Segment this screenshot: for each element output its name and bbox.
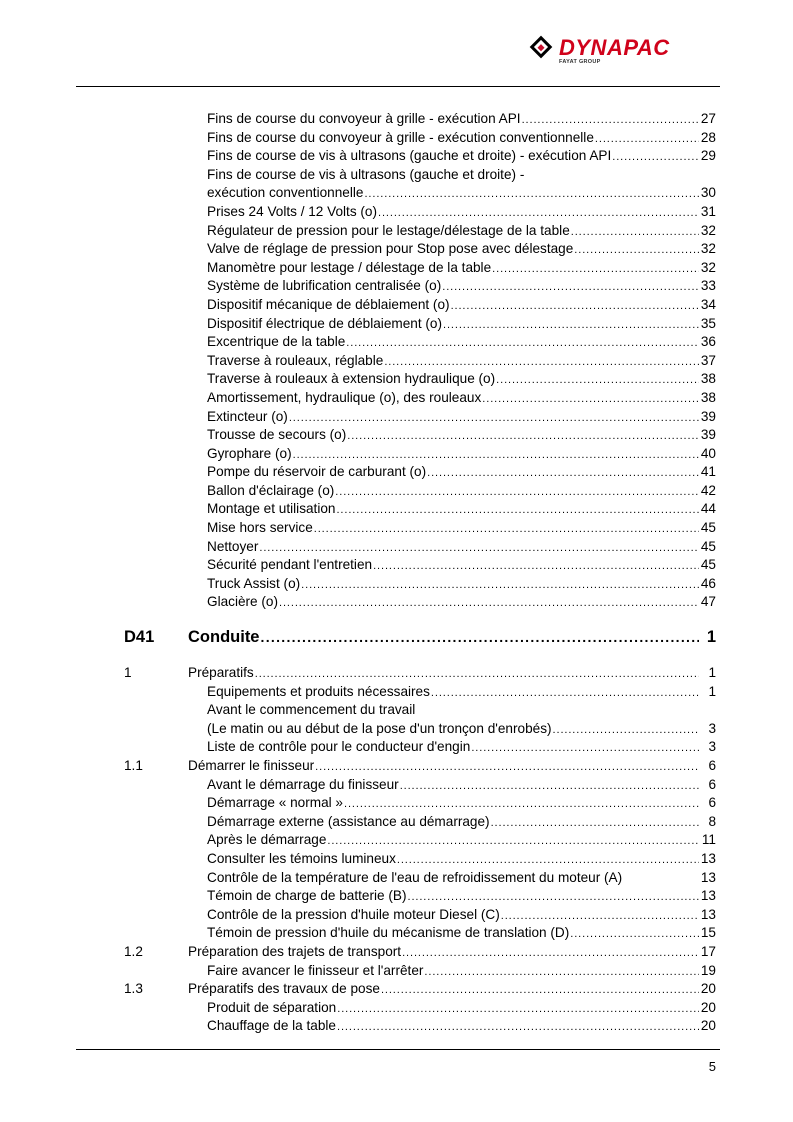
toc-leader-dots	[344, 794, 699, 814]
toc-title: Préparatifs des travaux de pose	[188, 981, 380, 997]
toc-leader-dots	[301, 575, 699, 595]
toc-leader-dots	[522, 110, 699, 130]
toc-entry	[0, 664, 793, 683]
toc-page-number: 40	[700, 445, 716, 461]
toc-link[interactable]	[188, 664, 716, 684]
toc-leader-dots	[482, 389, 699, 409]
toc-page-number: 27	[700, 111, 716, 126]
toc-link[interactable]	[188, 757, 716, 777]
toc-link[interactable]	[207, 203, 716, 223]
toc-number: 1	[124, 665, 132, 681]
toc-link[interactable]	[207, 999, 716, 1019]
toc-leader-dots	[443, 315, 699, 335]
toc-leader-dots	[381, 980, 699, 1000]
toc-number: 1.1	[124, 758, 143, 773]
toc-leader-dots	[492, 259, 699, 279]
page-number: 5	[708, 1059, 716, 1074]
toc-leader-dots	[574, 240, 699, 260]
toc-title: Glacière (o)	[207, 594, 279, 610]
toc-link[interactable]	[207, 500, 716, 520]
toc-link[interactable]	[207, 575, 716, 595]
toc-entry	[0, 296, 793, 315]
toc-page-number: 15	[700, 925, 716, 941]
toc-link[interactable]	[207, 556, 716, 576]
toc-link[interactable]	[207, 129, 716, 149]
toc-leader-dots	[259, 538, 699, 558]
toc-leader-dots	[501, 906, 699, 926]
toc-page-number: 46	[700, 575, 716, 591]
toc-page-number: 30	[700, 185, 716, 201]
toc-page-number: 3	[708, 720, 716, 736]
toc-entry	[0, 738, 793, 757]
toc-page-number: 17	[700, 943, 716, 959]
toc-chapter	[0, 624, 793, 650]
toc-number: 1.2	[124, 943, 143, 959]
toc-page-number: 1	[708, 683, 716, 699]
toc-entry	[0, 352, 793, 371]
toc-page-number: 36	[700, 334, 716, 350]
toc-entry	[0, 962, 793, 981]
toc-leader-dots	[400, 776, 699, 796]
toc-title: Conduite	[188, 628, 260, 647]
toc-entry	[0, 999, 793, 1018]
toc-entry	[0, 683, 793, 702]
toc-title: Gyrophare (o)	[207, 445, 292, 461]
toc-title: Ballon d'éclairage (o)	[207, 482, 335, 498]
toc-title: Montage et utilisation	[207, 501, 336, 517]
toc-title: Amortissement, hydraulique (o), des rouleaux	[207, 389, 482, 405]
toc-entry	[0, 222, 793, 241]
toc-title: Produit de séparation	[207, 999, 337, 1015]
toc-leader-dots	[595, 129, 699, 149]
toc-page-number: 29	[700, 148, 716, 164]
toc-entry	[0, 333, 793, 352]
toc-link[interactable]	[207, 869, 716, 888]
toc-entry	[0, 850, 793, 869]
toc-page-number: 13	[700, 906, 716, 922]
toc-title: Faire avancer le finisseur et l'arrêter	[207, 962, 424, 978]
toc-entry	[0, 259, 793, 278]
toc-leader-dots	[612, 147, 699, 167]
toc-leader-dots	[571, 222, 699, 242]
toc-leader-dots	[335, 482, 699, 502]
toc-title: Fins de course de vis à ultrasons (gauche et droite) - exécution API	[207, 148, 612, 164]
toc-link[interactable]	[207, 906, 716, 926]
dynapac-diamond-icon	[530, 36, 553, 59]
toc-title: Traverse à rouleaux à extension hydraulique (o)	[207, 371, 496, 387]
toc-link[interactable]	[207, 924, 716, 944]
toc-title: Traverse à rouleaux, réglable	[207, 352, 384, 368]
toc-leader-dots	[553, 720, 699, 740]
toc-title: Démarrage externe (assistance au démarrage)	[207, 813, 490, 829]
toc-title: Mise hors service	[207, 520, 313, 536]
toc-entry	[0, 426, 793, 445]
toc-leader-dots	[402, 943, 699, 963]
toc-page-number: 38	[700, 389, 716, 405]
toc-title: Fins de course du convoyeur à grille - exécution API	[207, 111, 521, 126]
toc-entry	[0, 757, 793, 776]
toc-entry	[0, 482, 793, 501]
toc-page-number: 44	[700, 501, 716, 517]
toc-entry	[0, 277, 793, 296]
toc-page-number: 41	[700, 464, 716, 480]
toc-entry	[0, 701, 793, 720]
toc-page-number: 42	[700, 482, 716, 498]
toc-leader-dots	[337, 999, 699, 1019]
toc-link[interactable]	[207, 315, 716, 335]
toc-leader-dots	[293, 445, 699, 465]
toc-title: Fins de course du convoyeur à grille - exécution conventionnelle	[207, 129, 594, 145]
toc-link[interactable]	[207, 445, 716, 465]
toc-page-number: 32	[700, 259, 716, 275]
toc-entry	[0, 794, 793, 813]
toc-title: Sécurité pendant l'entretien	[207, 557, 373, 573]
toc-entry	[0, 147, 793, 166]
toc-entry	[0, 575, 793, 594]
toc-link[interactable]	[207, 831, 716, 851]
toc-link[interactable]	[207, 538, 716, 558]
toc-leader-dots	[471, 738, 699, 758]
toc-title: Extincteur (o)	[207, 408, 288, 424]
toc-title: Régulateur de pression pour le lestage/délestage de la table	[207, 222, 570, 238]
brand-name: DYNAPAC	[559, 35, 670, 60]
toc-link[interactable]	[207, 389, 716, 409]
toc-entry	[0, 389, 793, 408]
toc-number: 1.3	[124, 981, 143, 997]
toc-title: Liste de contrôle pour le conducteur d'engin	[207, 739, 471, 755]
toc-entry	[0, 720, 793, 739]
toc-leader-dots	[496, 370, 699, 390]
toc-link[interactable]	[207, 683, 716, 703]
toc-title: Dispositif mécanique de déblaiement (o)	[207, 296, 450, 312]
toc-leader-dots	[451, 296, 699, 316]
toc-title: Consulter les témoins lumineux	[207, 850, 396, 866]
toc-page-number: 20	[700, 981, 716, 997]
toc-page-number: 13	[700, 869, 716, 885]
toc-title: Manomètre pour lestage / délestage de la table	[207, 259, 492, 275]
toc-title: Pompe du réservoir de carburant (o)	[207, 464, 427, 480]
toc-leader-dots	[327, 831, 699, 851]
toc-leader-dots	[289, 408, 699, 428]
toc-entry	[0, 445, 793, 464]
toc-leader-dots	[427, 463, 699, 483]
toc-leader-dots	[337, 1017, 699, 1037]
toc-entry	[0, 943, 793, 962]
toc-leader-dots	[346, 333, 699, 353]
toc-entry	[0, 556, 793, 575]
toc-leader-dots	[336, 500, 699, 520]
toc-title: Chauffage de la table	[207, 1018, 336, 1034]
toc-entry	[0, 519, 793, 538]
toc-leader-dots	[424, 962, 699, 982]
toc-leader-dots	[384, 352, 699, 372]
toc-page-number: 31	[700, 203, 716, 219]
toc-title: exécution conventionnelle	[207, 185, 364, 201]
toc-entry	[0, 370, 793, 389]
toc-leader-dots	[261, 624, 700, 650]
toc-entry	[0, 203, 793, 222]
toc-number: D41	[124, 628, 155, 647]
toc-link[interactable]	[207, 519, 716, 539]
toc-title: Contrôle de la température de l'eau de refroidissement du moteur (A)	[207, 869, 623, 885]
toc-link[interactable]	[207, 240, 716, 260]
toc-link[interactable]	[207, 408, 716, 428]
toc-link[interactable]	[207, 701, 716, 720]
toc-entry	[0, 887, 793, 906]
toc-entry	[0, 166, 793, 185]
toc-leader-dots	[491, 813, 699, 833]
toc-title: Equipements et produits nécessaires	[207, 683, 430, 699]
toc-link[interactable]	[207, 738, 716, 758]
toc-title: Prises 24 Volts / 12 Volts (o)	[207, 203, 378, 219]
toc-page-number: 35	[700, 315, 716, 331]
toc-link[interactable]	[207, 776, 716, 796]
toc-link[interactable]	[188, 980, 716, 1000]
toc-page-number: 39	[700, 427, 716, 443]
toc-entry	[0, 110, 793, 129]
toc-title: Préparatifs	[188, 665, 254, 681]
toc-title: Démarrer le finisseur	[188, 758, 315, 773]
toc-link[interactable]	[207, 720, 716, 740]
toc-page-number: 33	[700, 278, 716, 294]
toc-title: Système de lubrification centralisée (o)	[207, 278, 442, 294]
toc-title: Nettoyer	[207, 538, 259, 554]
toc-page-number: 8	[708, 813, 716, 829]
toc-entry	[0, 500, 793, 519]
toc-entry	[0, 869, 793, 888]
toc-leader-dots	[407, 887, 699, 907]
toc-leader-dots	[431, 683, 699, 703]
toc-link[interactable]	[188, 943, 716, 963]
toc-page-number: 32	[700, 241, 716, 257]
toc-link[interactable]	[207, 1017, 716, 1037]
toc-leader-dots	[373, 556, 699, 576]
toc-page-number: 19	[700, 962, 716, 978]
toc-entry	[0, 980, 793, 999]
toc-link[interactable]	[207, 259, 716, 279]
toc-title: Témoin de pression d'huile du mécanisme de translation (D)	[207, 925, 570, 941]
table-of-contents	[0, 110, 793, 1036]
toc-link[interactable]	[207, 850, 716, 870]
toc-page-number: 45	[700, 538, 716, 554]
toc-page-number: 13	[700, 888, 716, 904]
toc-link[interactable]	[207, 222, 716, 242]
toc-link[interactable]	[207, 184, 716, 204]
toc-page-number: 34	[700, 296, 716, 312]
toc-link[interactable]	[188, 624, 716, 650]
toc-entry	[0, 906, 793, 925]
toc-entry	[0, 315, 793, 334]
toc-page-number: 20	[700, 999, 716, 1015]
toc-link[interactable]	[207, 147, 716, 167]
toc-entry	[0, 184, 793, 203]
toc-link[interactable]	[207, 482, 716, 502]
toc-leader-dots	[397, 850, 699, 870]
toc-entry	[0, 593, 793, 612]
toc-entry	[0, 538, 793, 557]
toc-page-number: 1	[708, 665, 716, 681]
toc-title: (Le matin ou au début de la pose d'un tronçon d'enrobés)	[207, 720, 552, 736]
toc-page-number: 39	[700, 408, 716, 424]
toc-page-number: 32	[700, 222, 716, 238]
toc-link[interactable]	[207, 333, 716, 353]
toc-title: Excentrique de la table	[207, 334, 346, 350]
toc-link[interactable]	[207, 166, 716, 185]
toc-page-number: 6	[708, 795, 716, 811]
toc-link[interactable]	[207, 593, 716, 613]
toc-title: Après le démarrage	[207, 832, 327, 848]
toc-title: Trousse de secours (o)	[207, 427, 347, 443]
toc-leader-dots	[570, 924, 699, 944]
toc-title: Fins de course de vis à ultrasons (gauche et droite) -	[207, 166, 525, 182]
toc-leader-dots	[314, 519, 699, 539]
toc-page-number: 6	[708, 776, 716, 792]
toc-title: Contrôle de la pression d'huile moteur Diesel (C)	[207, 906, 500, 922]
toc-link[interactable]	[207, 794, 716, 814]
brand-subtitle: FAYAT GROUP	[559, 59, 601, 65]
toc-page-number: 45	[700, 520, 716, 536]
toc-link[interactable]	[207, 296, 716, 316]
toc-leader-dots	[279, 593, 699, 613]
toc-page-number: 20	[700, 1018, 716, 1034]
toc-entry	[0, 813, 793, 832]
toc-entry	[0, 776, 793, 795]
toc-entry	[0, 1017, 793, 1036]
toc-entry	[0, 408, 793, 427]
toc-title: Témoin de charge de batterie (B)	[207, 888, 407, 904]
toc-page-number: 3	[708, 739, 716, 755]
header-rule	[76, 86, 720, 87]
toc-entry	[0, 129, 793, 148]
toc-link[interactable]	[207, 426, 716, 446]
toc-page-number: 1	[706, 628, 716, 647]
toc-link[interactable]	[207, 813, 716, 833]
toc-link[interactable]	[207, 370, 716, 390]
toc-page-number: 13	[700, 850, 716, 866]
toc-leader-dots	[315, 757, 699, 777]
toc-entry	[0, 924, 793, 943]
toc-page-number: 6	[708, 758, 716, 773]
toc-link[interactable]	[207, 887, 716, 907]
toc-page-number: 38	[700, 371, 716, 387]
toc-entry	[0, 463, 793, 482]
toc-leader-dots	[378, 203, 699, 223]
dynapac-logo	[531, 36, 726, 68]
toc-title: Valve de réglage de pression pour Stop pose avec délestage	[207, 241, 574, 257]
toc-title: Avant le commencement du travail	[207, 702, 416, 718]
toc-title: Préparation des trajets de transport	[188, 943, 402, 959]
toc-entry	[0, 831, 793, 850]
toc-leader-dots	[347, 426, 699, 446]
toc-link[interactable]	[207, 463, 716, 483]
toc-link[interactable]	[207, 277, 716, 297]
footer-rule	[76, 1049, 720, 1050]
toc-leader-dots	[364, 184, 699, 204]
toc-leader-dots	[442, 277, 699, 297]
toc-link[interactable]	[207, 962, 716, 982]
toc-title: Démarrage « normal »	[207, 795, 343, 811]
toc-page-number: 11	[701, 832, 716, 848]
toc-page-number: 47	[700, 594, 716, 610]
toc-title: Dispositif électrique de déblaiement (o)	[207, 315, 442, 331]
toc-title: Truck Assist (o)	[207, 575, 301, 591]
toc-page-number: 37	[700, 352, 716, 368]
toc-link[interactable]	[207, 110, 716, 130]
toc-leader-dots	[255, 664, 699, 684]
toc-entry	[0, 240, 793, 259]
toc-page-number: 28	[700, 129, 716, 145]
toc-page-number: 45	[700, 557, 716, 573]
toc-title: Avant le démarrage du finisseur	[207, 776, 399, 792]
toc-link[interactable]	[207, 352, 716, 372]
